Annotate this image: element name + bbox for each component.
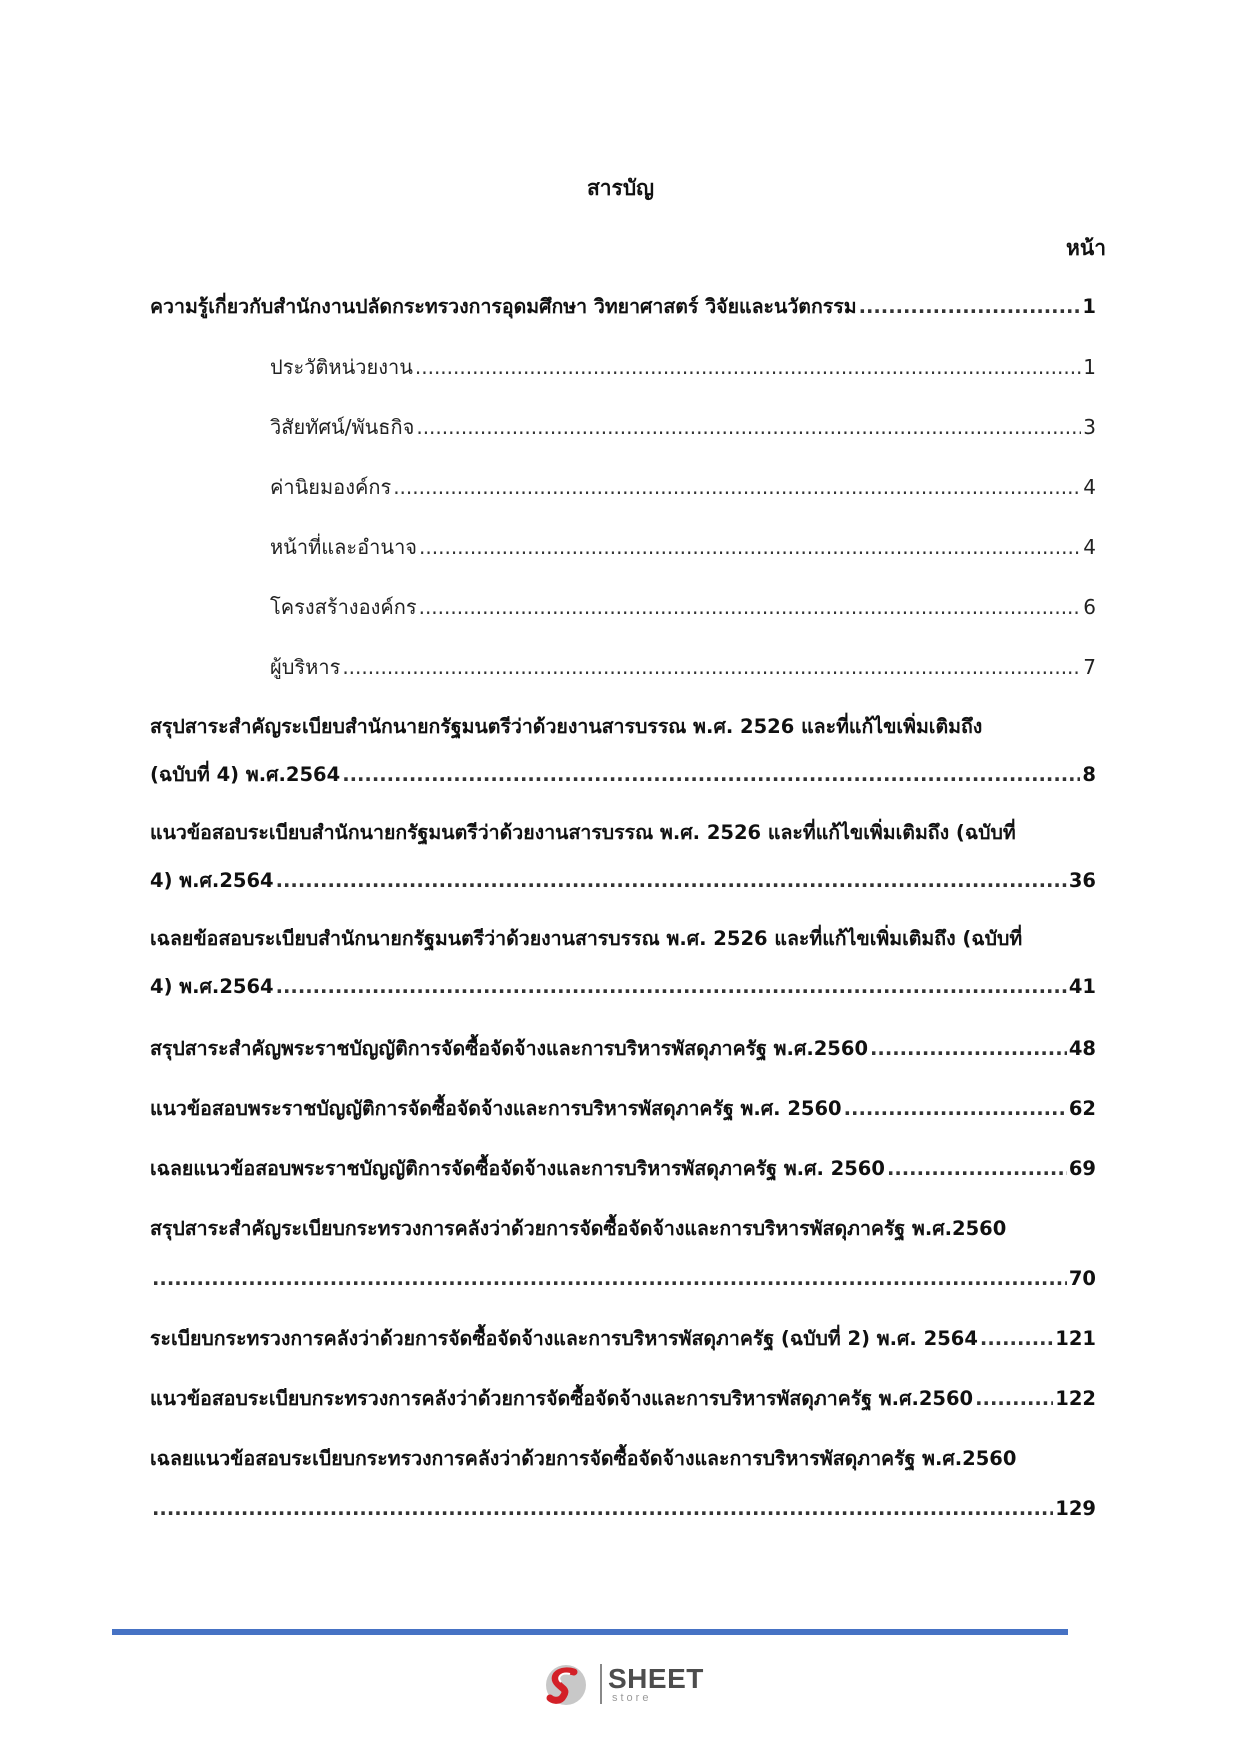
- toc-entry-page: 7: [1083, 655, 1096, 679]
- toc-subentry[interactable]: [270, 582, 1096, 632]
- toc-subentry[interactable]: [270, 522, 1096, 572]
- toc-entry-label: ค่านิยมองค์กร: [270, 475, 392, 499]
- toc-leader-dots: [152, 1484, 1053, 1534]
- toc-leader-dots: [870, 1024, 1067, 1074]
- toc-entry-label: (ฉบับที่ 4) พ.ศ.2564: [150, 763, 341, 786]
- toc-leader-dots: [975, 1374, 1053, 1424]
- toc-entry[interactable]: [150, 1484, 1096, 1534]
- toc-entry-page: 1: [1083, 355, 1096, 379]
- toc-entry-page: 8: [1082, 763, 1096, 786]
- toc-entry-page: 48: [1068, 1037, 1096, 1060]
- toc-leader-dots: [419, 582, 1082, 632]
- toc-entry-label: โครงสร้างองค์กร: [270, 595, 417, 619]
- toc-leader-dots: [859, 282, 1081, 332]
- toc-leader-dots: [419, 522, 1081, 572]
- brand-subtitle: store: [612, 1692, 652, 1704]
- toc-entry-label: แนวข้อสอบระเบียบกระทรวงการคลังว่าด้วยการจัดซื้อจัดจ้างและการบริหารพัสดุภาครัฐ พ.ศ.2560: [150, 1387, 974, 1410]
- toc-entry-label-line1: เฉลยแนวข้อสอบระเบียบกระทรวงการคลังว่าด้วยการจัดซื้อจัดจ้างและการบริหารพัสดุภาครัฐ พ.ศ.2560: [150, 1447, 1017, 1470]
- toc-entry-label-line1: เฉลยข้อสอบระเบียบสำนักนายกรัฐมนตรีว่าด้วยงานสารบรรณ พ.ศ. 2526 และที่แก้ไขเพิ่มเติมถึง (ฉบับที่: [150, 927, 1023, 950]
- toc-entry-label: สรุปสาระสำคัญพระราชบัญญัติการจัดซื้อจัดจ้างและการบริหารพัสดุภาครัฐ พ.ศ.2560: [150, 1037, 869, 1060]
- page-column-header: หน้า: [1066, 236, 1106, 260]
- toc-entry-page: 69: [1068, 1157, 1096, 1180]
- toc-entry-page: 41: [1068, 975, 1096, 998]
- page-title: สารบัญ: [586, 176, 655, 200]
- toc-entry-label: วิสัยทัศน์/พันธกิจ: [270, 415, 415, 439]
- toc-leader-dots: [152, 1254, 1067, 1304]
- toc-entry-label: เฉลยแนวข้อสอบพระราชบัญญัติการจัดซื้อจัดจ้างและการบริหารพัสดุภาครัฐ พ.ศ. 2560: [150, 1157, 885, 1180]
- toc-entry-page: 129: [1055, 1497, 1096, 1520]
- toc-leader-dots: [416, 402, 1081, 452]
- toc-entry-page: 121: [1055, 1327, 1096, 1350]
- toc-leader-dots: [415, 342, 1081, 392]
- toc-leader-dots: [342, 750, 1080, 800]
- toc-subentry[interactable]: [270, 342, 1096, 392]
- toc-leader-dots: [342, 642, 1081, 692]
- footer-divider-bar: [112, 1629, 1068, 1635]
- toc-entry-page: 122: [1055, 1387, 1096, 1410]
- toc-leader-dots: [887, 1144, 1067, 1194]
- toc-entry-label-line1: แนวข้อสอบระเบียบสำนักนายกรัฐมนตรีว่าด้วยงานสารบรรณ พ.ศ. 2526 และที่แก้ไขเพิ่มเติมถึง (ฉบับที่: [150, 821, 1016, 844]
- brand-name: SHEET: [608, 1663, 704, 1694]
- toc-entry-page: 3: [1083, 415, 1096, 439]
- toc-entry-label: แนวข้อสอบพระราชบัญญัติการจัดซื้อจัดจ้างและการบริหารพัสดุภาครัฐ พ.ศ. 2560: [150, 1097, 842, 1120]
- toc-subentry[interactable]: [270, 642, 1096, 692]
- toc-entry-label: 4) พ.ศ.2564: [150, 975, 274, 998]
- toc-leader-dots: [276, 962, 1067, 1012]
- toc-entry[interactable]: [150, 1374, 1096, 1424]
- toc-entry-page: 6: [1083, 595, 1096, 619]
- logo-separator: [600, 1664, 602, 1704]
- toc-leader-dots: [393, 462, 1081, 512]
- toc-entry[interactable]: [150, 1084, 1096, 1134]
- toc-entry-label: หน้าที่และอำนาจ: [270, 535, 418, 559]
- toc-entry-label: ความรู้เกี่ยวกับสำนักงานปลัดกระทรวงการอุดมศึกษา วิทยาศาสตร์ วิจัยและนวัตกรรม: [150, 295, 857, 318]
- toc-leader-dots: [844, 1084, 1067, 1134]
- toc-entry[interactable]: [150, 962, 1096, 1012]
- toc-subentry[interactable]: [270, 462, 1096, 512]
- toc-entry[interactable]: [150, 856, 1096, 906]
- toc-entry-page: 62: [1068, 1097, 1096, 1120]
- toc-entry[interactable]: [150, 282, 1096, 332]
- toc-entry-page: 70: [1068, 1267, 1096, 1290]
- toc-leader-dots: [276, 856, 1067, 906]
- toc-leader-dots: [980, 1314, 1053, 1364]
- toc-entry[interactable]: [150, 1144, 1096, 1194]
- toc-entry[interactable]: [150, 1314, 1096, 1364]
- toc-entry-page: 4: [1083, 475, 1096, 499]
- toc-entry-label: 4) พ.ศ.2564: [150, 869, 274, 892]
- toc-entry-page: 4: [1083, 535, 1096, 559]
- toc-entry-page: 1: [1082, 295, 1096, 318]
- toc-entry-label: ระเบียบกระทรวงการคลังว่าด้วยการจัดซื้อจัดจ้างและการบริหารพัสดุภาครัฐ (ฉบับที่ 2) พ.ศ. 2564: [150, 1327, 978, 1350]
- toc-entry-label: ประวัติหน่วยงาน: [270, 355, 413, 379]
- toc-subentry[interactable]: [270, 402, 1096, 452]
- toc-entry[interactable]: [150, 750, 1096, 800]
- toc-entry-label-line1: สรุปสาระสำคัญระเบียบสำนักนายกรัฐมนตรีว่าด้วยงานสารบรรณ พ.ศ. 2526 และที่แก้ไขเพิ่มเติมถึง: [150, 715, 983, 738]
- toc-entry-page: 36: [1068, 869, 1096, 892]
- toc-entry-label-line1: สรุปสาระสำคัญระเบียบกระทรวงการคลังว่าด้วยการจัดซื้อจัดจ้างและการบริหารพัสดุภาครัฐ พ.ศ.2560: [150, 1217, 1007, 1240]
- toc-entry[interactable]: [150, 1254, 1096, 1304]
- toc-entry-label: ผู้บริหาร: [270, 655, 341, 679]
- toc-entry[interactable]: [150, 1024, 1096, 1074]
